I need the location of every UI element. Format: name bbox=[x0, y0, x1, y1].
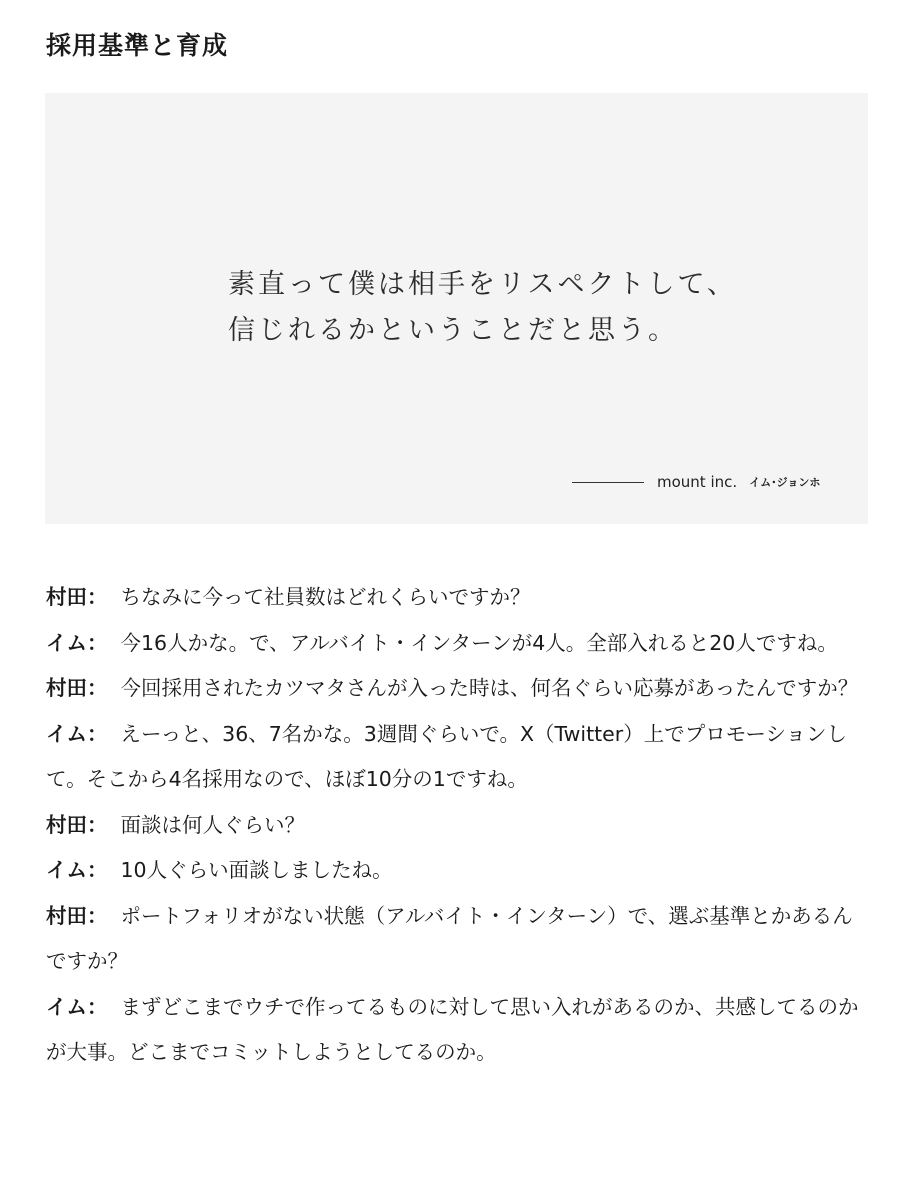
dialogue-turn bbox=[46, 894, 866, 985]
attribution-company: mount inc. bbox=[657, 473, 738, 491]
speaker-name: イム： bbox=[46, 630, 108, 655]
pull-quote-line-1: 素直って僕は相手をリスペクトして、 bbox=[228, 269, 737, 300]
dialogue-turn bbox=[46, 666, 866, 712]
speaker-name: 村田： bbox=[46, 903, 108, 928]
dialogue-turn bbox=[46, 803, 866, 849]
speaker-name: 村田： bbox=[46, 676, 108, 700]
dialogue-turn bbox=[46, 848, 866, 894]
pull-quote bbox=[228, 262, 737, 354]
speaker-name: 村田： bbox=[46, 585, 108, 609]
quote-attribution bbox=[572, 471, 820, 493]
pull-quote-line-2: 信じれるかということだと思う。 bbox=[228, 315, 678, 346]
dialogue-text: 今回採用されたカツマタさんが入った時は、何名ぐらい応募があったんですか？ bbox=[120, 676, 859, 700]
speaker-name: イム： bbox=[46, 721, 108, 746]
dialogue-turn bbox=[46, 621, 866, 667]
section-title: 採用基準と育成 bbox=[46, 31, 229, 60]
quote-card bbox=[45, 93, 868, 524]
dialogue-text: ポートフォリオがない状態（アルバイト・インターン）で、選ぶ基準とかあるんですか？ bbox=[46, 903, 853, 973]
dialogue-text: 今16人かな。で、アルバイト・インターンが4人。全部入れると20人ですね。 bbox=[120, 630, 838, 655]
dialogue-text: まずどこまでウチで作ってるものに対して思い入れがあるのか、共感してるのかが大事。どこまでコミットしようとしてるのか。 bbox=[46, 994, 859, 1064]
dialogue-text: えーっと、36、7名かな。3週間ぐらいで。X（Twitter）上でプロモーションして。そこから4名採用なので、ほぼ10分の1ですね。 bbox=[46, 721, 848, 791]
attribution-person: イム･ジョンホ bbox=[749, 476, 821, 489]
interview-dialogue bbox=[46, 575, 866, 1076]
speaker-name: イム： bbox=[46, 994, 108, 1019]
dialogue-turn bbox=[46, 575, 866, 621]
dialogue-text: ちなみに今って社員数はどれくらいですか？ bbox=[120, 585, 531, 609]
dialogue-text: 面談は何人ぐらい？ bbox=[120, 812, 305, 837]
dialogue-text: 10人ぐらい面談しましたね。 bbox=[120, 858, 393, 882]
dialogue-turn bbox=[46, 985, 866, 1076]
dialogue-turn bbox=[46, 712, 866, 803]
attribution-rule bbox=[572, 482, 644, 483]
speaker-name: 村田： bbox=[46, 812, 108, 837]
speaker-name: イム： bbox=[46, 858, 108, 882]
